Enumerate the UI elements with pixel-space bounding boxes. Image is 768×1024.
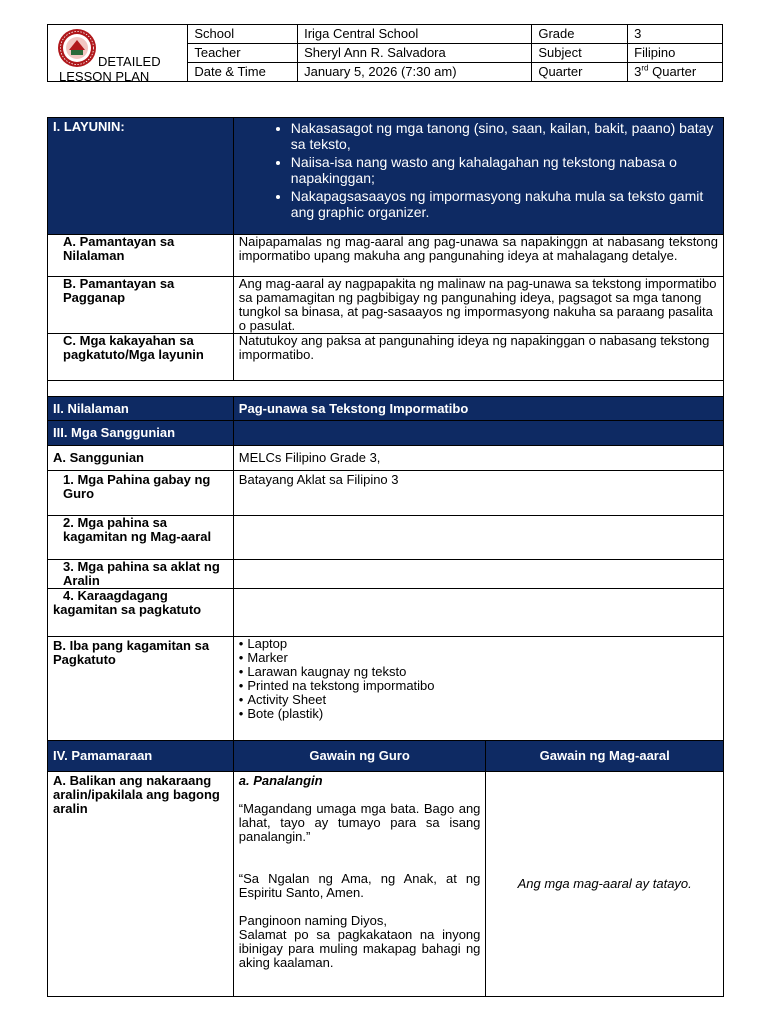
nilalaman-row [48,397,724,421]
value-karagdagang-kagamitan [233,589,723,637]
label-grade: Grade [532,25,628,44]
teacher-activity [233,772,486,997]
label-karagdagang-kagamitan-text: 4. Karaagdagang kagamitan sa pagkatuto [53,588,202,617]
lesson-plan-table [47,117,724,997]
row-iba-pang-kagamitan [48,637,724,741]
header-gawain-guro: Gawain ng Guro [233,741,486,772]
label-sanggunian-a: A. Sanggunian [48,446,234,471]
header-gawain-mag-aaral: Gawain ng Mag-aaral [486,741,724,772]
quarter-number: 3 [634,64,642,79]
objective-list [239,120,718,220]
header-table [47,24,723,82]
value-sanggunian-a: MELCs Filipino Grade 3, [233,446,723,471]
label-aklat-aralin: 3. Mga pahina sa aklat ng Aralin [48,560,234,589]
value-gabay-guro: Batayang Aklat sa Filipino 3 [233,471,723,516]
logo-cell [48,25,188,82]
material-item: • Marker [239,651,718,665]
teacher-greeting: “Magandang umaga mga bata. Bago ang lahat, tayo ay tumayo para sa isang panalangin.” [238,801,481,844]
value-iba-pang-kagamitan [233,637,723,741]
label-quarter: Quarter [532,63,628,82]
layunin-row [48,118,724,235]
label-datetime: Date & Time [188,63,298,82]
school-seal-icon [57,28,97,68]
label-school: School [188,25,298,44]
label-pamantayan-pagganap: B. Pamantayan sa Pagganap [48,277,234,334]
text-pamantayan-pagganap: Ang mag-aaral ay nagpapakita ng malinaw na pag-unawa sa tekstong impormatibo sa pamamagitan ng pagbibigay ng pangunahing ideya, pagsagot sa mga tanong tungkol sa binasa, at pag-sasaayos ng impormasyong nakuha sa paraang pasalita o pasulat. [233,277,723,334]
value-kagamitan-mag-aaral [233,516,723,560]
material-item: • Bote (plastik) [239,707,718,721]
sanggunian-blank [233,421,723,446]
value-grade: 3 [628,25,723,44]
row-gabay-guro [48,471,724,516]
value-subject: Filipino [628,44,723,63]
label-karagdagang-kagamitan [48,589,234,637]
sanggunian-row [48,421,724,446]
row-balikan [48,772,724,997]
material-item: • Larawan kaugnay ng teksto [239,665,718,679]
label-kagamitan-mag-aaral: 2. Mga pahina sa kagamitan ng Mag-aaral [48,516,234,560]
teacher-sign-of-cross: “Sa Ngalan ng Ama, ng Anak, at ng Espiritu Santo, Amen. [238,871,481,900]
material-item: • Activity Sheet [239,693,718,707]
row-pamantayan-pagganap [48,277,724,334]
quarter-word: Quarter [648,64,697,79]
value-school: Iriga Central School [298,25,532,44]
objective-item: • Nakapagsasaayos ng impormasyong nakuha mula sa teksto gamit ang graphic organizer. [291,188,718,220]
layunin-objectives [233,118,723,235]
label-teacher: Teacher [188,44,298,63]
objective-item: • Nakasasagot ng mga tanong (sino, saan, kailan, bakit, paano) batay sa teksto, [291,120,718,152]
prayer-opening: Panginoon naming Diyos, [238,913,387,928]
label-pamantayan-nilalaman: A. Pamantayan sa Nilalaman [48,235,234,277]
row-kagamitan-mag-aaral [48,516,724,560]
pamamaraan-row [48,741,724,772]
label-sanggunian: III. Mga Sanggunian [48,421,234,446]
prayer-body: Salamat po sa pagkakataon na inyong ibinigay para muling makapag bahagi ng aking kaalaman. [238,927,481,970]
doc-type-line1: DETAILED [98,54,161,69]
value-datetime: January 5, 2026 (7:30 am) [298,63,532,82]
label-subject: Subject [532,44,628,63]
value-teacher: Sheryl Ann R. Salvadora [298,44,532,63]
label-iba-pang-kagamitan: B. Iba pang kagamitan sa Pagkatuto [48,637,234,741]
quarter-suffix: rd [641,63,649,73]
row-pamantayan-nilalaman [48,235,724,277]
label-balikan: A. Balikan ang nakaraang aralin/ipakilala ang bagong aralin [48,772,234,997]
row-sanggunian-a [48,446,724,471]
materials-list [239,637,718,721]
value-nilalaman: Pag-unawa sa Tekstong Impormatibo [233,397,723,421]
label-pamamaraan: IV. Pamamaraan [48,741,234,772]
student-activity: Ang mga mag-aaral ay tatayo. [486,772,724,997]
layunin-heading: I. LAYUNIN: [48,118,234,235]
label-kakayahan: C. Mga kakayahan sa pagkatuto/Mga layunin [48,334,234,381]
material-item: • Printed na tekstong impormatibo [239,679,718,693]
spacer-row [48,381,724,397]
value-quarter [628,63,723,82]
value-aklat-aralin [233,560,723,589]
label-gabay-guro: 1. Mga Pahina gabay ng Guro [48,471,234,516]
label-nilalaman: II. Nilalaman [48,397,234,421]
row-karagdagang-kagamitan [48,589,724,637]
sub-heading-panalangin: a. Panalangin [238,773,323,788]
row-aklat-aralin [48,560,724,589]
text-pamantayan-nilalaman: Naipapamalas ng mag-aaral ang pag-unawa sa napakinggn at nabasang tekstong impormatibo upang makuha ang pangunahing ideya at mahalagang detalye. [233,235,723,277]
material-item: • Laptop [239,637,718,651]
doc-type-line2: LESSON PLAN [59,69,150,84]
row-kakayahan [48,334,724,381]
objective-item: • Naiisa-isa nang wasto ang kahalagahan ng tekstong nabasa o napakinggan; [291,154,718,186]
text-kakayahan: Natutukoy ang paksa at pangunahing ideya ng napakinggan o nabasang tekstong impormatibo. [233,334,723,381]
